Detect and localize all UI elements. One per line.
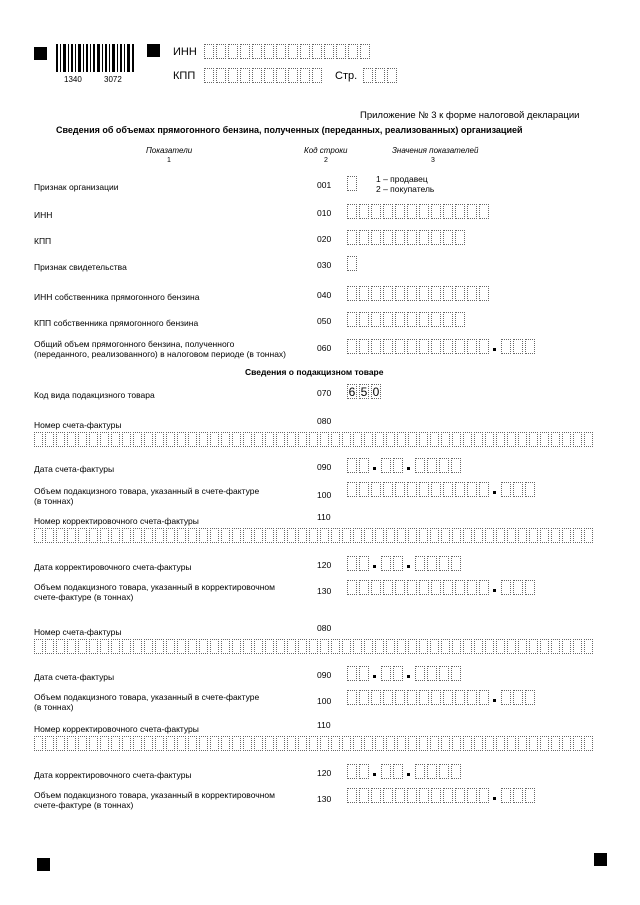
row-050-code: 050 [317, 316, 332, 326]
row-001-options: 1 – продавец 2 – покупатель [376, 174, 435, 194]
b1-row-090-label: Дата счета-фактуры [34, 464, 115, 474]
row-020-cells[interactable] [347, 230, 467, 245]
row-040-cells[interactable] [347, 286, 491, 301]
col1-header: Показатели [146, 146, 193, 155]
header-inn-cells[interactable] [204, 44, 372, 59]
row-020-code: 020 [317, 234, 332, 244]
b1-row-080-label: Номер счета-фактуры [34, 420, 122, 430]
row-060-label: Общий объем прямогонного бензина, полученного (переданного, реализованного) в налоговом периоде (в тоннах) [34, 339, 287, 359]
b1-row-090-cells[interactable] [347, 458, 463, 473]
col1-number: 1 [167, 157, 171, 164]
b2-row-080-code: 080 [317, 623, 332, 633]
b1-row-120-code: 120 [317, 560, 332, 570]
b1-row-130-cells[interactable] [347, 580, 537, 595]
b2-row-120-label: Дата корректировочного счета-фактуры [34, 770, 192, 780]
row-001-label: Признак организации [34, 182, 119, 192]
col3-number: 3 [431, 157, 435, 164]
row-020-label: КПП [34, 236, 52, 246]
b1-row-090-code: 090 [317, 462, 332, 472]
row-010-code: 010 [317, 208, 332, 218]
row-050-cells[interactable] [347, 312, 467, 327]
corner-marker-top-mid [147, 44, 160, 57]
corner-marker-bottom-left [37, 858, 50, 871]
row-060-code: 060 [317, 343, 332, 353]
b2-row-130-label: Объем подакцизного товара, указанный в корректировочном счете-фактуре (в тоннах) [34, 790, 275, 810]
b1-row-100-code: 100 [317, 490, 332, 500]
section-excise-title: Сведения о подакцизном товаре [245, 367, 384, 377]
row-010-cells[interactable] [347, 204, 491, 219]
barcode-number-b: 3072 [104, 75, 122, 84]
row-030-cells[interactable] [347, 256, 359, 271]
b1-row-110-code: 110 [317, 512, 331, 522]
b1-row-100-label: Объем подакцизного товара, указанный в счете-фактуре (в тоннах) [34, 486, 260, 506]
b1-row-120-cells[interactable] [347, 556, 463, 571]
row-010-label: ИНН [34, 210, 53, 220]
col3-header: Значения показателей [392, 146, 479, 155]
row-070-cells[interactable] [347, 384, 383, 399]
row-070-label: Код вида подакцизного товара [34, 390, 155, 400]
row-070-digit-3[interactable]: 0 [372, 385, 380, 399]
b2-row-080-label: Номер счета-фактуры [34, 627, 122, 637]
b1-row-110-cells[interactable] [34, 528, 595, 543]
b1-row-130-code: 130 [317, 586, 332, 596]
row-070-digit-2[interactable]: 5 [360, 385, 368, 399]
b2-row-100-code: 100 [317, 696, 332, 706]
barcode [56, 44, 136, 72]
kpp-label: КПП [173, 70, 196, 82]
form-title: Сведения об объемах прямогонного бензина, полученных (переданных, реализованных) организацией [56, 125, 523, 135]
col2-number: 2 [324, 157, 328, 164]
b1-row-080-cells[interactable] [34, 432, 595, 447]
b2-row-130-code: 130 [317, 794, 332, 804]
row-070-digit-1[interactable]: 6 [348, 385, 356, 399]
row-030-label: Признак свидетельства [34, 262, 127, 272]
row-001-cells[interactable] [347, 176, 359, 191]
b2-row-080-cells[interactable] [34, 639, 595, 654]
b1-row-130-label: Объем подакцизного товара, указанный в корректировочном счете-фактуре (в тоннах) [34, 582, 275, 602]
corner-marker-bottom-right [594, 853, 607, 866]
b2-row-110-cells[interactable] [34, 736, 595, 751]
b2-row-100-label: Объем подакцизного товара, указанный в счете-фактуре (в тоннах) [34, 692, 260, 712]
b2-row-090-label: Дата счета-фактуры [34, 672, 115, 682]
header-kpp-cells[interactable] [204, 68, 324, 83]
b1-row-120-label: Дата корректировочного счета-фактуры [34, 562, 192, 572]
b2-row-110-label: Номер корректировочного счета-фактуры [34, 724, 199, 734]
b2-row-090-cells[interactable] [347, 666, 463, 681]
page-number-cells[interactable] [363, 68, 399, 83]
barcode-number-a: 1340 [64, 75, 82, 84]
b1-row-110-label: Номер корректировочного счета-фактуры [34, 516, 199, 526]
b2-row-130-cells[interactable] [347, 788, 537, 803]
row-040-label: ИНН собственника прямогонного бензина [34, 292, 200, 302]
page-label: Стр. [335, 70, 358, 82]
corner-marker-top-left [34, 47, 47, 60]
b2-row-110-code: 110 [317, 720, 331, 730]
b2-row-090-code: 090 [317, 670, 332, 680]
col2-header: Код строки [304, 146, 348, 155]
row-070-code: 070 [317, 388, 332, 398]
row-030-code: 030 [317, 260, 332, 270]
row-050-label: КПП собственника прямогонного бензина [34, 318, 199, 328]
b1-row-100-cells[interactable] [347, 482, 537, 497]
appendix-note: Приложение № 3 к форме налоговой декларации [360, 110, 580, 121]
b1-row-080-code: 080 [317, 416, 332, 426]
b2-row-120-cells[interactable] [347, 764, 463, 779]
inn-label: ИНН [173, 46, 197, 58]
b2-row-100-cells[interactable] [347, 690, 537, 705]
row-060-cells[interactable] [347, 339, 537, 354]
row-001-code: 001 [317, 180, 332, 190]
row-040-code: 040 [317, 290, 332, 300]
b2-row-120-code: 120 [317, 768, 332, 778]
